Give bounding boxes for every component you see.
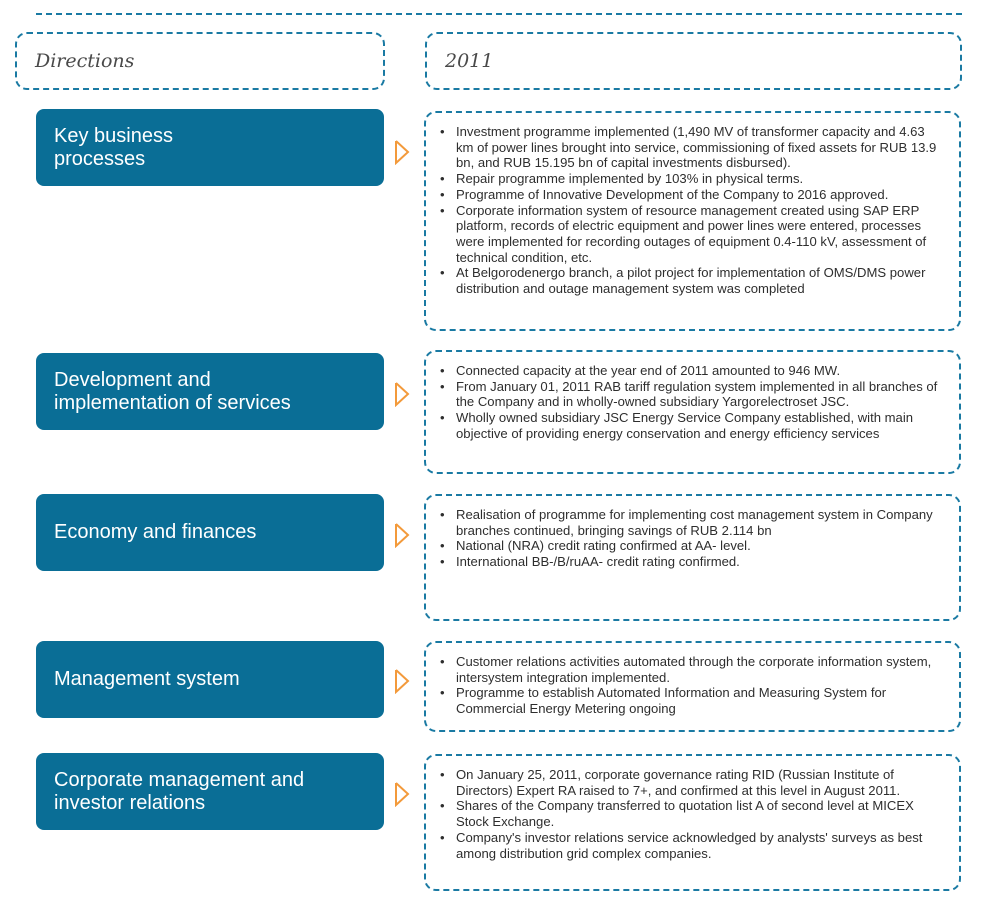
top-dashed-rule — [36, 13, 962, 15]
year-header — [425, 32, 962, 90]
bullet-item: • Realisation of programme for implementing cost management system in Company branches continued, bringing savings of RUB 2.114 bn — [456, 507, 945, 538]
bullet-item: • On January 25, 2011, corporate governance rating RID (Russian Institute of Directors) Expert RA raised to 7+, and confirmed at this level in August 2011. — [456, 767, 945, 798]
bullet-item: • From January 01, 2011 RAB tariff regulation system implemented in all branches of the Company and in wholly-owned subsidiary Yargorelectroset JSC. — [456, 379, 945, 410]
arrow-right-icon — [394, 139, 410, 165]
direction-title-line: Corporate management and — [54, 768, 305, 791]
bullet-item: • Investment programme implemented (1,490 MV of transformer capacity and 4.63 km of power lines brought into service, commissioning of fixed assets for RUB 13.9 bn, and RUB 15.195 bn of capital investments disbursed). — [456, 124, 945, 171]
bullet-list — [426, 643, 959, 717]
directions-header — [15, 32, 385, 90]
bullet-item: • Corporate information system of resource management created using SAP ERP platform, records of electric equipment and power lines were entered, processes were implemented for recording outages of equipment 0.4-110 kV, assessment of technical condition, etc. — [456, 203, 945, 266]
direction-box — [36, 753, 384, 830]
details-box — [424, 754, 961, 891]
bullet-item: • International BB-/B/ruAA- credit rating confirmed. — [456, 554, 945, 570]
directions-header-label: Directions — [35, 50, 135, 72]
direction-title-line: Key business — [54, 124, 173, 147]
bullet-list — [426, 496, 959, 570]
bullet-item: • Programme to establish Automated Information and Measuring System for Commercial Energy Metering ongoing — [456, 685, 945, 716]
direction-title-line: investor relations — [54, 791, 206, 814]
bullet-item: • At Belgorodenergo branch, a pilot project for implementation of OMS/DMS power distribution and outage management system was completed — [456, 265, 945, 296]
bullet-item: • Connected capacity at the year end of 2011 amounted to 946 MW. — [456, 363, 945, 379]
direction-box — [36, 353, 384, 430]
bullet-item: • Shares of the Company transferred to quotation list A of second level at MICEX Stock Exchange. — [456, 798, 945, 829]
arrow-right-icon — [394, 668, 410, 694]
direction-box — [36, 109, 384, 186]
arrow-right-icon — [394, 381, 410, 407]
bullet-item: • National (NRA) credit rating confirmed at AA- level. — [456, 538, 945, 554]
bullet-list — [426, 352, 959, 442]
bullet-list — [426, 113, 959, 297]
bullet-item: • Wholly owned subsidiary JSC Energy Service Company established, with main objective of providing energy conservation and energy efficiency services — [456, 410, 945, 441]
arrow-right-icon — [394, 781, 410, 807]
direction-title-line: Economy and finances — [54, 521, 257, 543]
direction-title-line: Development and — [54, 368, 211, 391]
bullet-item: • Customer relations activities automated through the corporate information system, intersystem integration implemented. — [456, 654, 945, 685]
bullet-item: • Company's investor relations service acknowledged by analysts' surveys as best among distribution grid complex companies. — [456, 830, 945, 861]
direction-title-line: Management system — [54, 668, 240, 690]
direction-box — [36, 641, 384, 718]
direction-box — [36, 494, 384, 571]
year-header-label: 2011 — [445, 50, 494, 72]
bullet-item: • Programme of Innovative Development of the Company to 2016 approved. — [456, 187, 945, 203]
bullet-item: • Repair programme implemented by 103% in physical terms. — [456, 171, 945, 187]
direction-title-line: processes — [54, 147, 146, 170]
direction-title-line: implementation of services — [54, 391, 291, 414]
details-box — [424, 350, 961, 474]
bullet-list — [426, 756, 959, 861]
details-box — [424, 494, 961, 621]
details-box — [424, 641, 961, 732]
arrow-right-icon — [394, 522, 410, 548]
details-box — [424, 111, 961, 331]
